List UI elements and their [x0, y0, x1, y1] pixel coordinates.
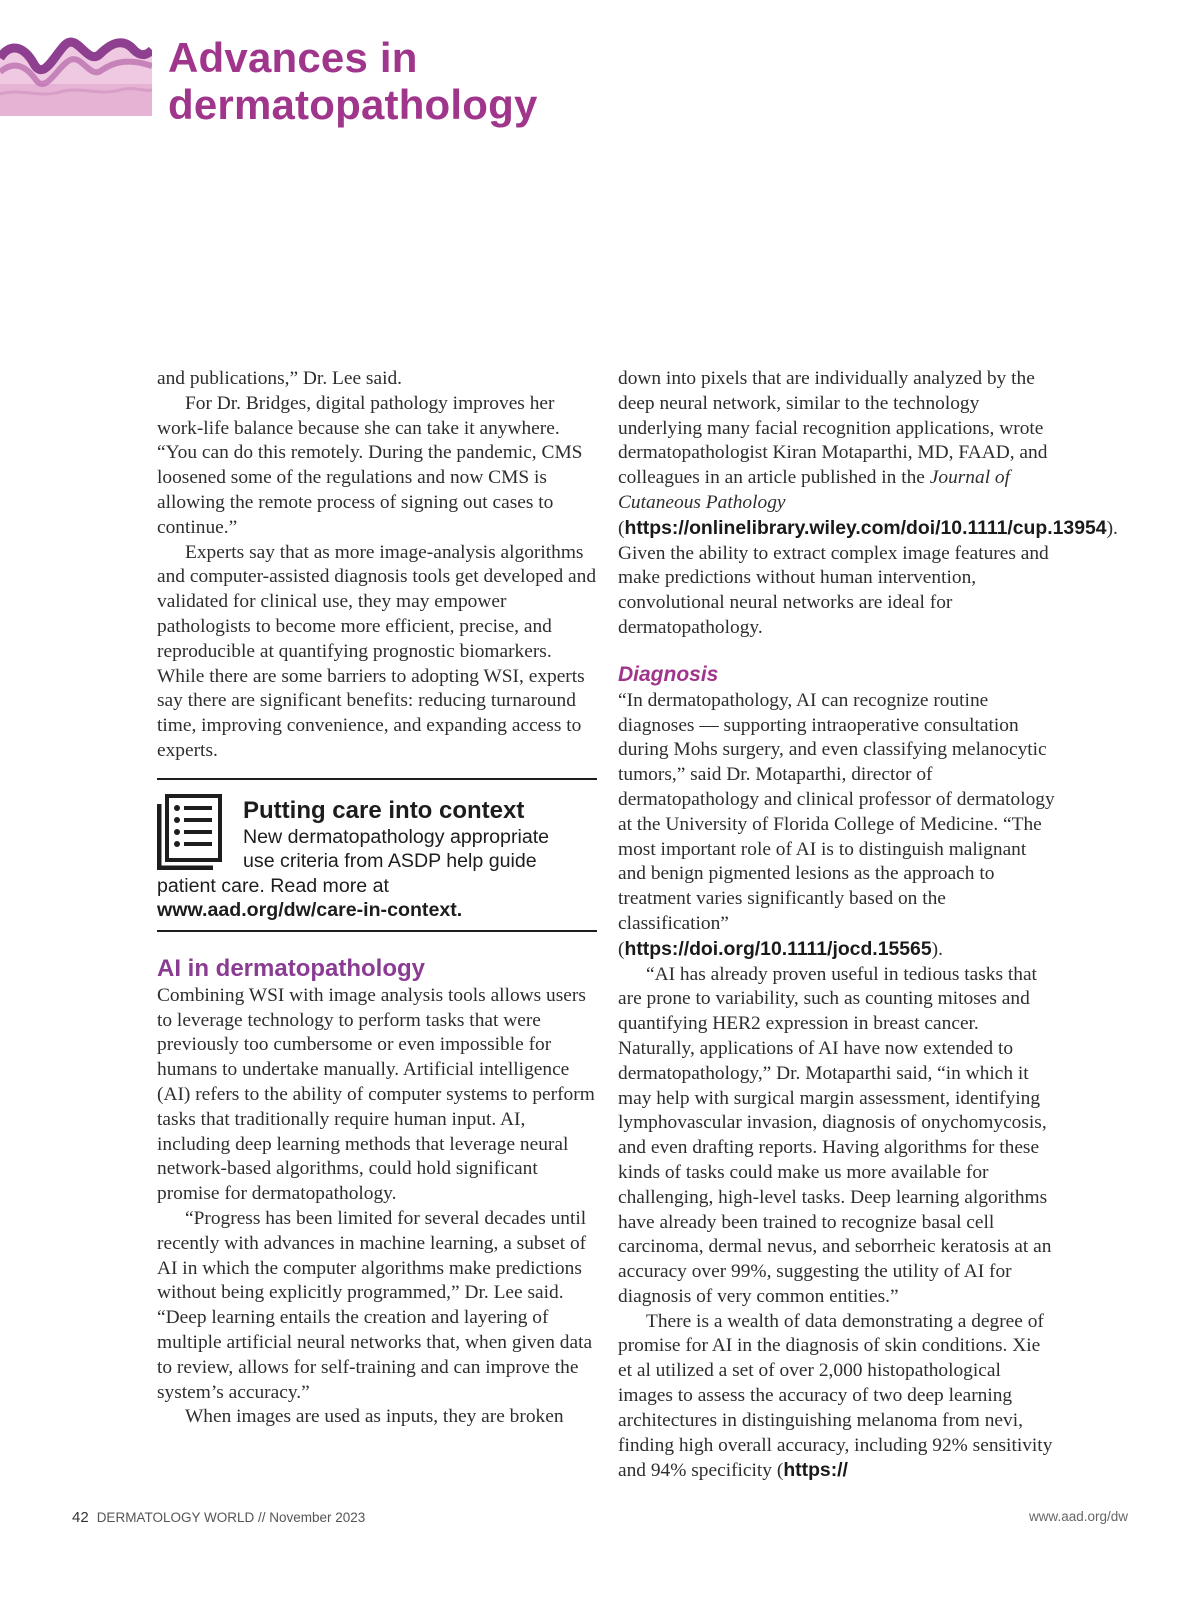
title-line-1: Advances in: [168, 34, 418, 81]
callout-line-3: patient care. Read more at: [157, 874, 389, 897]
left-paragraph-2: For Dr. Bridges, digital pathology improves her work-life balance because she can take it anywhere. “You can do this remotely. During the pandemic, CMS loosened some of the regulations and now CMS is allowing the remote process of signing out cases to continue.”: [157, 392, 583, 538]
section-heading-ai: AI in dermatopathology: [157, 954, 426, 982]
right-p1-text-c: ). Given the ability to extract complex image features and make predictions without human intervention, convolutional neural networks are ideal for dermatopathology.: [618, 517, 1118, 638]
right-p1-text-a: down into pixels that are individually analyzed by the deep neural network, similar to the technology underlying many facial recognition applications, wrote dermatopathologist Kiran Motaparthi, MD, FAAD, and colleagues in an article published in the: [618, 368, 1048, 489]
right-paragraph-3: “AI has already proven useful in tedious tasks that are prone to variability, such as counting mitoses and quantifying HER2 expression in breast cancer. Naturally, applications of AI have now extended to dermatopathology,” Dr. Motaparthi said, “in which it may help with surgical margin assessment, identifying lymphovascular invasion, diagnosis of onychomycosis, and even drafting reports. Having algorithms for these kinds of tasks could make us more available for challenging, high-level tasks. Deep learning algorithms have already been trained to recognize basal cell carcinoma, dermal nevus, and seborrheic keratosis at an accuracy over 99%, suggesting the utility of AI for diagnosis of very common entities.”: [618, 963, 1052, 1307]
right-paragraph-4: [618, 1310, 1058, 1485]
left-paragraph-3: Experts say that as more image-analysis algorithms and computer-assisted diagnosis tools get developed and validated for clinical use, they may empower pathologists to become more efficient, precise, and reproducible at quantifying prognostic biomarkers. While there are some barriers to adopting WSI, experts say there are significant benefits: reducing turnaround time, improving convenience, and expanding access to experts.: [157, 541, 597, 761]
callout-link[interactable]: www.aad.org/dw/care-in-context.: [157, 898, 463, 921]
doi-link[interactable]: https://doi.org/10.1111/jocd.15565: [624, 937, 932, 960]
footer-url[interactable]: www.aad.org/dw: [1028, 1509, 1128, 1524]
callout-body: [157, 825, 597, 923]
page-title: [168, 34, 538, 128]
left-paragraph-1: and publications,” Dr. Lee said.: [157, 368, 403, 389]
callout-box: [157, 778, 597, 932]
right-p2-text-b: ).: [931, 938, 943, 960]
callout-title: Putting care into context: [243, 796, 525, 824]
callout-line-2: use criteria from ASDP help guide: [243, 850, 537, 873]
publication-name: DERMATOLOGY WORLD // November 2023: [96, 1510, 366, 1525]
left-paragraph-5: “Progress has been limited for several decades until recently with advances in machine learning, a subset of AI in which the computer algorithms make predictions without being explicitly programmed,” Dr. Lee said. “Deep learning entails the creation and layering of multiple artificial neural networks that, when given data to review, allows for self-training and can improve the system’s accuracy.”: [157, 1207, 593, 1403]
right-p2-text-a: “In dermatopathology, AI can recognize routine diagnoses — supporting intraoperative consultation during Mohs surgery, and even classifying melanocytic tumors,” said Dr. Motaparthi, director of dermatopathology and clinical professor of dermatology at the University of Florida College of Medicine. “The most important role of AI is to distinguish malignant and benign pigmented lesions as the approach to treatment varies significantly based on the classification” (: [618, 689, 1055, 960]
right-p1-text-b: (: [618, 517, 625, 539]
histology-image: [0, 36, 152, 116]
journal-link[interactable]: https://onlinelibrary.wiley.com/doi/10.1111/cup.13954: [624, 516, 1107, 539]
title-line-2: dermatopathology: [168, 81, 538, 128]
right-paragraph-1: [618, 367, 1118, 641]
right-p4-text: There is a wealth of data demonstrating a degree of promise for AI in the diagnosis of skin conditions. Xie et al utilized a set of over 2,000 histopathological images to assess the accuracy of two deep learning architectures in distinguishing melanoma from nevi, finding high overall accuracy, including 92% sensitivity and 94% specificity (: [618, 1310, 1053, 1482]
left-paragraph-6: When images are used as inputs, they are broken: [185, 1406, 564, 1428]
callout-line-1: New dermatopathology appropriate: [243, 825, 550, 848]
right-paragraph-2: [618, 689, 1058, 963]
journal-name: Journal of Cutaneous Pathology: [618, 467, 1011, 513]
left-column: [157, 367, 597, 1430]
section-heading-diagnosis: Diagnosis: [618, 662, 719, 686]
xie-link[interactable]: https://: [783, 1459, 848, 1482]
footer-publication: [72, 1509, 365, 1526]
right-column: [618, 367, 1118, 1484]
left-paragraph-4: Combining WSI with image analysis tools allows users to leverage technology to perform tasks that were previously too cumbersome or even impossible for humans to undertake manually. Artificial intelligence (AI) refers to the ability of computer systems to perform tasks that traditionally require human input. AI, including deep learning methods that leverage neural network-based algorithms, could hold significant promise for dermatopathology.: [157, 984, 595, 1205]
page-number: 42: [72, 1509, 89, 1526]
